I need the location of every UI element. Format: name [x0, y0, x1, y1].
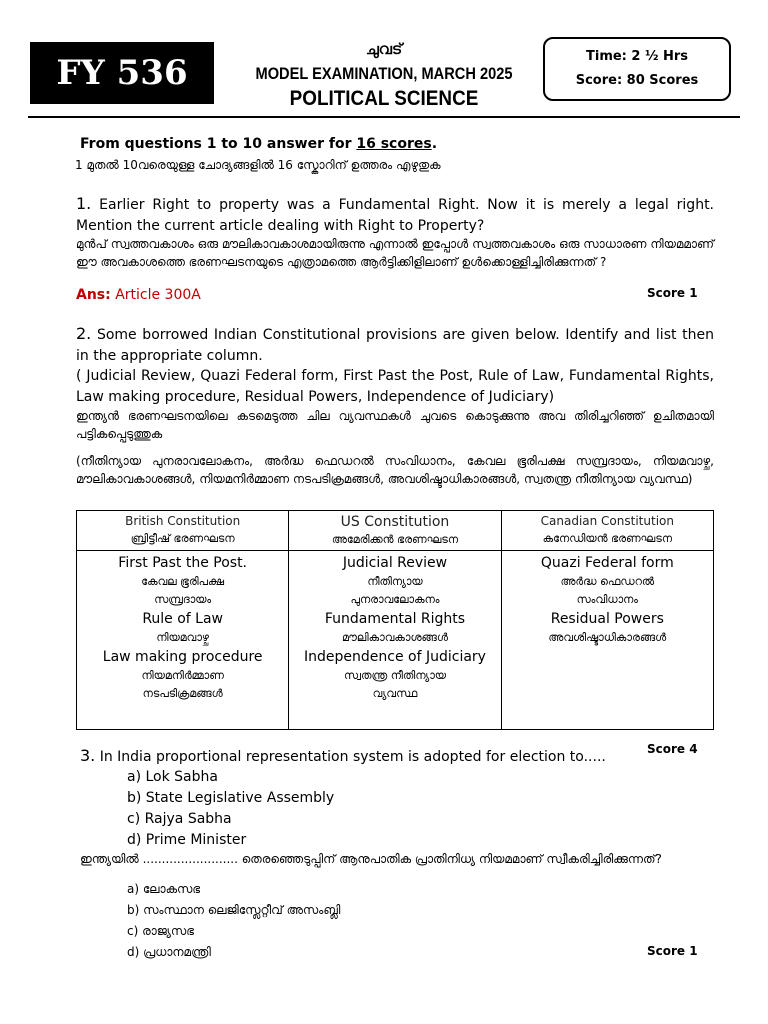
question-2 [76, 323, 714, 367]
provision-en: Law making procedure [102, 649, 263, 665]
column-title-ml: കനേഡിയൻ ഭരണഘടന [542, 532, 673, 545]
score-label: Score 4 [647, 742, 698, 756]
provision-ml: നിയമനിർമ്മാണ നടപടിക്രമങ്ങൾ [141, 669, 224, 700]
answer-row [76, 287, 201, 303]
provision-en: Fundamental Rights [324, 611, 466, 627]
option-a: a) Lok Sabha [127, 769, 218, 785]
question-1 [76, 193, 714, 237]
column-title: US Constitution [340, 514, 450, 530]
table-header [77, 511, 288, 551]
provision-ml: അർദ്ധ ഫെഡറൽ സംവിധാനം [560, 575, 655, 606]
question-2-list: ( Judicial Review, Quazi Federal form, First Past the Post, Rule of Law, Fundamental Rights, Law making procedure, Residual Powers, Independence of Judiciary) [76, 368, 714, 405]
table-cell [77, 551, 288, 703]
provision-en: Residual Powers [550, 611, 664, 627]
question-text: In India proportional representation system is adopted for election to..... [99, 749, 606, 765]
total-score: Score: 80 Scores [575, 73, 699, 88]
option-b-ml: b) സംസ്ഥാന ലെജിസ്ലേറ്റീവ് അസംബ്ലി [127, 903, 341, 917]
question-3 [80, 746, 606, 765]
question-number: 3. [80, 746, 96, 765]
exam-code: FY 536 [56, 53, 188, 93]
instructions-en [80, 136, 437, 152]
option-b: b) State Legislative Assembly [127, 790, 335, 806]
answer-value: Article 300A [115, 287, 201, 303]
question-number: 1. [76, 194, 92, 213]
provision-ml: കേവല ഭൂരിപക്ഷ സമ്പ്രദായം [141, 575, 225, 606]
exam-title: MODEL EXAMINATION, MARCH 2025 [255, 64, 513, 83]
score-label: Score 1 [647, 286, 698, 300]
table-column-us [289, 511, 501, 729]
option-d-ml: d) പ്രധാനമന്ത്രി [127, 945, 211, 959]
question-3-ml: ഇന്ത്യയിൽ ......................... തെരഞ്ഞെടുപ്പിന് ആനുപാതിക പ്രാതിനിധ്യ നിയമമാണ് സ്വീകരിച്ചിരിക്കുന്നത്? [80, 852, 662, 866]
provision-ml: അവശിഷ്ടാധികാരങ്ങൾ [548, 631, 667, 644]
column-title-ml: ബ്രിട്ടീഷ് ഭരണഘടന [130, 532, 235, 545]
time-score-box [543, 37, 731, 101]
answer-table [76, 510, 714, 730]
provision-en: First Past the Post. [118, 555, 248, 571]
question-2-list-ml: (നീതിന്യായ പുനരാവലോകനം, അർദ്ധ ഫെഡറൽ സംവിധാനം, കേവല ഭൂരിപക്ഷ സമ്പ്രദായം, നിയമവാഴ്ച, മൗലികാവകാശങ്ങൾ, നിയമനിർമ്മാണ നടപടിക്രമങ്ങൾ, അവശിഷ്ടാധികാരങ്ങൾ, സ്വതന്ത്ര നീതിന്യായ വ്യവസ്ഥ) [76, 454, 714, 486]
subject-title: POLITICAL SCIENCE [289, 87, 479, 110]
provision-ml: മൗലികാവകാശങ്ങൾ [342, 631, 448, 644]
option-a-ml: a) ലോകസഭ [127, 882, 201, 896]
question-1-ml: മുൻപ് സ്വത്തവകാശം ഒരു മൗലികാവകാശമായിരുന്നു എന്നാൽ ഇപ്പോൾ സ്വത്തവകാശം ഒരു സാധാരണ നിയമമാണ് ഈ അവകാശത്തെ ഭരണഘടനയുടെ എത്രാമത്തെ ആർട്ടിക്കിളിലാണ് ഉൾക്കൊള്ളിച്ചിരിക്കുന്നത് ? [76, 237, 714, 269]
option-c: c) Rajya Sabha [127, 811, 232, 827]
time-allowed: Time: 2 ½ Hrs [586, 49, 688, 64]
provision-en: Quazi Federal form [540, 555, 674, 571]
question-text: Earlier Right to property was a Fundamental Right. Now it is merely a legal right. Mention the current article dealing with Right to Property? [76, 197, 715, 234]
instructions-score: 16 scores [356, 136, 432, 152]
option-d: d) Prime Minister [127, 832, 247, 848]
table-cell [502, 551, 713, 647]
instructions-ml: 1 മുതൽ 10വരെയുള്ള ചോദ്യങ്ങളിൽ 16 സ്കോറിന് ഉത്തരം എഴുതുക [75, 158, 441, 172]
instructions-prefix: From questions 1 to 10 answer for [80, 136, 357, 152]
table-header [289, 511, 500, 551]
provision-en: Rule of Law [142, 611, 224, 627]
provision-ml: സ്വതന്ത്ര നീതിന്യായ വ്യവസ്ഥ [343, 669, 447, 700]
header-divider [28, 116, 740, 118]
provision-ml: നീതിന്യായ പുനരാവലോകനം [350, 575, 440, 606]
instructions-suffix: . [431, 136, 438, 152]
table-column-british [77, 511, 289, 729]
table-cell [289, 551, 500, 703]
table-column-canadian [502, 511, 713, 729]
answer-label: Ans: [76, 287, 111, 303]
exam-subtitle-ml: ചുവട് [365, 40, 403, 58]
provision-ml: നിയമവാഴ്ച [156, 631, 209, 644]
question-2-ml: ഇന്ത്യൻ ഭരണഘടനയിലെ കടമെടുത്ത ചില വ്യവസ്ഥകൾ ചുവടെ കൊടുക്കുന്നു അവ തിരിച്ചറിഞ്ഞ് ഉചിതമായി പട്ടികപ്പെടുത്തുക [76, 409, 714, 441]
provision-en: Independence of Judiciary [304, 649, 486, 665]
provision-en: Judicial Review [342, 555, 448, 571]
table-header [502, 511, 713, 551]
option-c-ml: c) രാജ്യസഭ [127, 924, 194, 938]
column-title-ml: അമേരിക്കൻ ഭരണഘടന [331, 533, 459, 546]
score-label: Score 1 [647, 944, 698, 958]
column-title: Canadian Constitution [540, 514, 674, 528]
column-title: British Constitution [125, 514, 241, 528]
question-number: 2. [76, 324, 92, 343]
question-text: Some borrowed Indian Constitutional provisions are given below. Identify and list then in the appropriate column. [76, 327, 714, 364]
